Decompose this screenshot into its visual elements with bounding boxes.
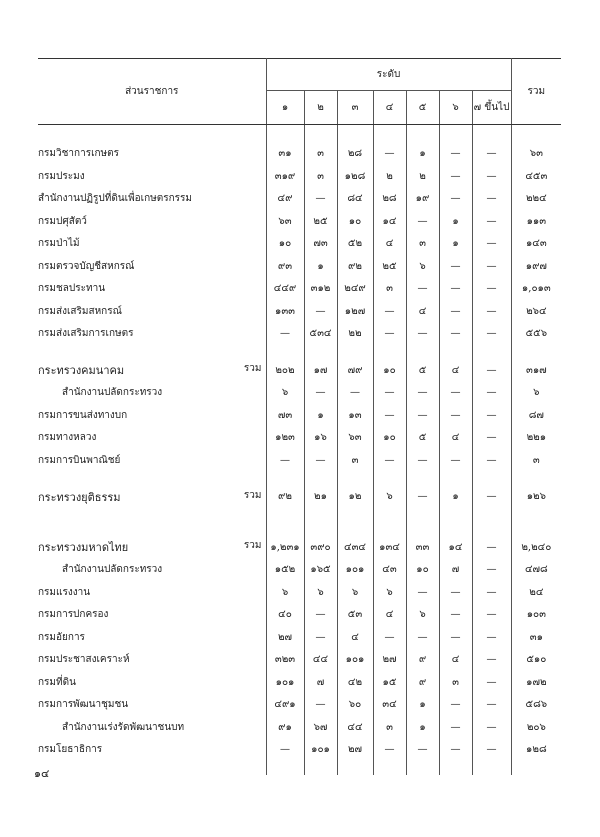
row-name-cell xyxy=(38,559,266,582)
table-row xyxy=(38,694,561,717)
row-total: ๑๗๒ xyxy=(511,671,561,694)
row-name: กระทรวงคมนาคม xyxy=(38,364,125,378)
row-total-tag: รวม xyxy=(243,489,262,501)
level-2-value: — xyxy=(304,188,337,211)
level-4-value: ๖ xyxy=(373,486,406,509)
level-6-value: ๑ xyxy=(439,233,472,256)
level-5-value: ๑๙ xyxy=(406,188,439,211)
level-4-value: ๑๓๔ xyxy=(373,536,406,559)
level-7-value: — xyxy=(472,255,511,278)
level-5-value: ๕ xyxy=(406,359,439,382)
table-row xyxy=(38,626,561,649)
row-name-cell xyxy=(38,188,266,211)
level-4-value: — xyxy=(373,404,406,427)
level-3-value: ๑๒๘ xyxy=(337,165,373,188)
level-6-value: ๗ xyxy=(439,559,472,582)
level-5-value: ๖ xyxy=(406,255,439,278)
level-3-value: ๖๐ xyxy=(337,694,373,717)
level-1-value: ๙๑ xyxy=(266,716,304,739)
row-total: ๕๘๖ xyxy=(511,694,561,717)
level-3-value: ๓ xyxy=(337,449,373,472)
row-name: กรมส่งเสริมสหกรณ์ xyxy=(38,305,122,317)
level-4-value: ๑๕ xyxy=(373,671,406,694)
level-5-value: ๕ xyxy=(406,427,439,450)
row-total: ๔๗๘ xyxy=(511,559,561,582)
level-2-value: — xyxy=(304,694,337,717)
row-total: ๑๔๓ xyxy=(511,233,561,256)
header-level-5: ๕ xyxy=(406,91,439,125)
row-name: กรมการปกครอง xyxy=(38,609,109,621)
level-2-value: — xyxy=(304,626,337,649)
level-5-value: ๑ xyxy=(406,694,439,717)
level-6-value: — xyxy=(439,323,472,346)
level-3-value: ๑๒ xyxy=(337,486,373,509)
level-2-value: — xyxy=(304,382,337,405)
row-name: กรมประชาสงเคราะห์ xyxy=(38,654,130,666)
row-name: กรมประมง xyxy=(38,170,85,182)
table-row xyxy=(38,581,561,604)
row-name-cell xyxy=(38,255,266,278)
level-3-value: ๖๓ xyxy=(337,427,373,450)
row-total: ๑๙๗ xyxy=(511,255,561,278)
spacer-row xyxy=(38,472,561,486)
table-row xyxy=(38,359,561,382)
row-name-cell xyxy=(38,427,266,450)
level-5-value: ๙ xyxy=(406,649,439,672)
level-2-value: ๓๙๐ xyxy=(304,536,337,559)
row-name-cell xyxy=(38,210,266,233)
row-total: ๒๖๔ xyxy=(511,300,561,323)
table-row xyxy=(38,382,561,405)
row-name-cell xyxy=(38,323,266,346)
row-total: ๑๐๓ xyxy=(511,604,561,627)
level-1-value: ๑๕๒ xyxy=(266,559,304,582)
level-4-value: ๒๘ xyxy=(373,188,406,211)
level-3-value: ๘๔ xyxy=(337,188,373,211)
level-7-value: — xyxy=(472,188,511,211)
level-3-value: — xyxy=(337,382,373,405)
row-total-tag: รวม xyxy=(243,540,262,552)
level-4-value: ๓๔ xyxy=(373,694,406,717)
row-name: กระทรวงมหาดไทย xyxy=(38,541,129,555)
header-level-7: ๗ ขึ้นไป xyxy=(472,91,511,125)
table-row xyxy=(38,671,561,694)
level-1-value: ๑๓๓ xyxy=(266,300,304,323)
level-7-value: — xyxy=(472,559,511,582)
level-1-value: ๙๒ xyxy=(266,486,304,509)
level-1-value: ๔๙๑ xyxy=(266,694,304,717)
level-6-value: — xyxy=(439,300,472,323)
level-4-value: ๑๔ xyxy=(373,210,406,233)
row-name: กรมการบินพาณิชย์ xyxy=(38,454,121,466)
level-3-value: ๗๙ xyxy=(337,359,373,382)
level-3-value: ๔๓๔ xyxy=(337,536,373,559)
row-name-cell xyxy=(38,626,266,649)
level-4-value: ๑๐ xyxy=(373,359,406,382)
level-6-value: — xyxy=(439,143,472,166)
level-3-value: ๒๔๙ xyxy=(337,278,373,301)
table-body xyxy=(38,125,561,776)
level-1-value: ๔๙ xyxy=(266,188,304,211)
row-total: ๒๒๑ xyxy=(511,427,561,450)
level-5-value: ๓๓ xyxy=(406,536,439,559)
level-1-value: ๓๑ xyxy=(266,143,304,166)
level-6-value: — xyxy=(439,165,472,188)
row-total: ๑๑๓ xyxy=(511,210,561,233)
level-1-value: ๖๓ xyxy=(266,210,304,233)
level-7-value: — xyxy=(472,581,511,604)
level-1-value: — xyxy=(266,449,304,472)
level-2-value: — xyxy=(304,449,337,472)
row-name-cell xyxy=(38,300,266,323)
row-name: กรมอัยการ xyxy=(38,631,85,643)
header-name: ส่วนราชการ xyxy=(38,59,266,125)
level-4-value: — xyxy=(373,449,406,472)
level-7-value: — xyxy=(472,210,511,233)
table-row xyxy=(38,486,561,509)
level-2-value: ๕๓๔ xyxy=(304,323,337,346)
level-6-value: ๔ xyxy=(439,649,472,672)
row-total: ๘๗ xyxy=(511,404,561,427)
row-name: กรมป่าไม้ xyxy=(38,238,80,250)
row-total: ๑,๐๑๓ xyxy=(511,278,561,301)
row-name: กรมการพัฒนาชุมชน xyxy=(38,699,129,711)
level-3-value: ๖ xyxy=(337,581,373,604)
level-5-value: — xyxy=(406,382,439,405)
level-6-value: ๓ xyxy=(439,671,472,694)
level-4-value: — xyxy=(373,382,406,405)
level-2-value: ๓ xyxy=(304,165,337,188)
level-6-value: — xyxy=(439,581,472,604)
row-name-cell xyxy=(38,449,266,472)
level-4-value: ๔ xyxy=(373,233,406,256)
row-name-cell xyxy=(38,165,266,188)
table-row xyxy=(38,165,561,188)
header-total: รวม xyxy=(511,59,561,125)
level-4-value: ๒๕ xyxy=(373,255,406,278)
row-name-cell xyxy=(38,649,266,672)
level-7-value: — xyxy=(472,404,511,427)
level-7-value: — xyxy=(472,449,511,472)
row-total: ๒๒๔ xyxy=(511,188,561,211)
row-name-cell xyxy=(38,382,266,405)
table-row xyxy=(38,255,561,278)
level-1-value: ๑๒๓ xyxy=(266,427,304,450)
level-4-value: ๓ xyxy=(373,716,406,739)
level-7-value: — xyxy=(472,233,511,256)
level-6-value: — xyxy=(439,449,472,472)
header-level-3: ๓ xyxy=(337,91,373,125)
level-1-value: ๗๓ xyxy=(266,404,304,427)
row-name: สำนักงานปลัดกระทรวง xyxy=(62,564,163,576)
level-2-value: — xyxy=(304,604,337,627)
level-2-value: ๑ xyxy=(304,255,337,278)
row-name: กรมโยธาธิการ xyxy=(38,744,103,756)
level-5-value: — xyxy=(406,581,439,604)
row-name-cell xyxy=(38,716,266,739)
row-name: กระทรวงยุติธรรม xyxy=(38,490,121,504)
row-total: ๑๒๘ xyxy=(511,739,561,762)
table-row xyxy=(38,559,561,582)
level-6-value: ๑ xyxy=(439,210,472,233)
level-6-value: — xyxy=(439,739,472,762)
level-7-value: — xyxy=(472,716,511,739)
level-6-value: — xyxy=(439,278,472,301)
level-6-value: ๑ xyxy=(439,486,472,509)
level-7-value: — xyxy=(472,382,511,405)
level-5-value: ๖ xyxy=(406,604,439,627)
level-5-value: — xyxy=(406,323,439,346)
row-name-cell xyxy=(38,739,266,762)
level-3-value: ๕๒ xyxy=(337,233,373,256)
level-7-value: — xyxy=(472,536,511,559)
level-2-value: ๓ xyxy=(304,143,337,166)
level-5-value: ๑ xyxy=(406,716,439,739)
header-levels: ระดับ xyxy=(266,59,511,91)
row-name-cell xyxy=(38,359,266,382)
row-total: ๒๔ xyxy=(511,581,561,604)
row-name: กรมตรวจบัญชีสหกรณ์ xyxy=(38,260,135,272)
level-4-value: — xyxy=(373,143,406,166)
level-3-value: ๕๓ xyxy=(337,604,373,627)
row-name: กรมการขนส่งทางบก xyxy=(38,409,128,421)
level-7-value: — xyxy=(472,694,511,717)
table-row xyxy=(38,716,561,739)
spacer-row xyxy=(38,522,561,536)
level-5-value: — xyxy=(406,626,439,649)
level-7-value: — xyxy=(472,359,511,382)
table-row xyxy=(38,649,561,672)
level-3-value: ๒๘ xyxy=(337,143,373,166)
level-4-value: ๒๗ xyxy=(373,649,406,672)
level-5-value: ๑ xyxy=(406,143,439,166)
spacer-row xyxy=(38,761,561,775)
level-7-value: — xyxy=(472,165,511,188)
level-4-value: — xyxy=(373,626,406,649)
level-7-value: — xyxy=(472,427,511,450)
level-1-value: ๑๐๑ xyxy=(266,671,304,694)
row-name-cell xyxy=(38,278,266,301)
row-name-cell xyxy=(38,143,266,166)
level-5-value: ๔ xyxy=(406,300,439,323)
row-total: ๕๕๖ xyxy=(511,323,561,346)
level-5-value: — xyxy=(406,278,439,301)
level-3-value: ๙๒ xyxy=(337,255,373,278)
level-2-value: ๑๐๑ xyxy=(304,739,337,762)
level-4-value: — xyxy=(373,300,406,323)
level-1-value: ๒๐๒ xyxy=(266,359,304,382)
level-6-value: — xyxy=(439,382,472,405)
page-number: ๑๔ xyxy=(34,767,50,780)
row-total: ๕๑๐ xyxy=(511,649,561,672)
level-2-value: ๑ xyxy=(304,404,337,427)
level-1-value: ๖ xyxy=(266,581,304,604)
row-total: ๒๐๖ xyxy=(511,716,561,739)
header-level-2: ๒ xyxy=(304,91,337,125)
level-5-value: — xyxy=(406,449,439,472)
row-name: สำนักงานเร่งรัดพัฒนาชนบท xyxy=(62,721,185,733)
spacer-row xyxy=(38,508,561,522)
row-name: กรมวิชาการเกษตร xyxy=(38,148,120,160)
row-name-cell xyxy=(38,694,266,717)
level-2-value: ๒๕ xyxy=(304,210,337,233)
level-7-value: — xyxy=(472,278,511,301)
spacer-row xyxy=(38,345,561,359)
level-1-value: ๑๐ xyxy=(266,233,304,256)
level-4-value: ๒ xyxy=(373,165,406,188)
row-name: กรมแรงงาน xyxy=(38,586,91,598)
level-5-value: ๙ xyxy=(406,671,439,694)
row-name-cell xyxy=(38,486,266,509)
row-name: กรมส่งเสริมการเกษตร xyxy=(38,328,134,340)
spacer-row xyxy=(38,125,561,143)
row-name: กรมชลประทาน xyxy=(38,283,106,295)
row-name-cell xyxy=(38,604,266,627)
table-row xyxy=(38,300,561,323)
level-2-value: ๑๗ xyxy=(304,359,337,382)
level-7-value: — xyxy=(472,604,511,627)
row-total: ๓๑๗ xyxy=(511,359,561,382)
level-7-value: — xyxy=(472,739,511,762)
row-name: สำนักงานปฏิรูปที่ดินเพื่อเกษตรกรรม xyxy=(38,193,192,205)
table-row xyxy=(38,323,561,346)
table-row xyxy=(38,278,561,301)
row-name-cell xyxy=(38,404,266,427)
level-1-value: ๓๑๙ xyxy=(266,165,304,188)
level-2-value: ๗ xyxy=(304,671,337,694)
level-6-value: ๑๔ xyxy=(439,536,472,559)
table-row xyxy=(38,449,561,472)
level-3-value: ๔๒ xyxy=(337,671,373,694)
level-3-value: ๑๐ xyxy=(337,210,373,233)
level-6-value: — xyxy=(439,604,472,627)
table-row xyxy=(38,604,561,627)
level-4-value: — xyxy=(373,323,406,346)
table-row xyxy=(38,143,561,166)
level-2-value: ๒๑ xyxy=(304,486,337,509)
row-name-cell xyxy=(38,671,266,694)
level-7-value: — xyxy=(472,323,511,346)
level-4-value: ๔ xyxy=(373,604,406,627)
row-total: ๑๒๖ xyxy=(511,486,561,509)
table-row xyxy=(38,536,561,559)
row-total: ๔๕๓ xyxy=(511,165,561,188)
row-name: กรมทางหลวง xyxy=(38,432,97,444)
row-total: ๖ xyxy=(511,382,561,405)
level-1-value: — xyxy=(266,323,304,346)
level-1-value: ๓๒๓ xyxy=(266,649,304,672)
row-name: สำนักงานปลัดกระทรวง xyxy=(62,387,163,399)
row-total: ๒,๒๔๐ xyxy=(511,536,561,559)
table-row xyxy=(38,404,561,427)
level-2-value: ๖๗ xyxy=(304,716,337,739)
level-4-value: ๔๓ xyxy=(373,559,406,582)
level-3-value: ๑๐๑ xyxy=(337,559,373,582)
row-name: กรมที่ดิน xyxy=(38,676,76,688)
level-5-value: — xyxy=(406,739,439,762)
table-row xyxy=(38,233,561,256)
level-6-value: — xyxy=(439,404,472,427)
level-2-value: ๑๖๕ xyxy=(304,559,337,582)
level-2-value: ๖ xyxy=(304,581,337,604)
level-7-value: — xyxy=(472,626,511,649)
level-1-value: ๑,๒๓๑ xyxy=(266,536,304,559)
level-7-value: — xyxy=(472,143,511,166)
level-1-value: ๙๓ xyxy=(266,255,304,278)
level-3-value: ๒๗ xyxy=(337,739,373,762)
level-6-value: — xyxy=(439,716,472,739)
row-name-cell xyxy=(38,233,266,256)
level-6-value: — xyxy=(439,694,472,717)
level-5-value: — xyxy=(406,486,439,509)
row-name: กรมปศุสัตว์ xyxy=(38,215,87,227)
level-5-value: — xyxy=(406,210,439,233)
level-1-value: ๖ xyxy=(266,382,304,405)
level-5-value: ๒ xyxy=(406,165,439,188)
row-name-cell xyxy=(38,581,266,604)
level-3-value: ๑๓ xyxy=(337,404,373,427)
level-2-value: ๑๖ xyxy=(304,427,337,450)
level-2-value: ๗๓ xyxy=(304,233,337,256)
level-3-value: ๔ xyxy=(337,626,373,649)
level-6-value: — xyxy=(439,188,472,211)
header-level-4: ๔ xyxy=(373,91,406,125)
level-5-value: — xyxy=(406,404,439,427)
table-row xyxy=(38,188,561,211)
level-1-value: ๔๐ xyxy=(266,604,304,627)
table-row xyxy=(38,210,561,233)
level-7-value: — xyxy=(472,486,511,509)
level-2-value: ๓๑๒ xyxy=(304,278,337,301)
header-level-6: ๖ xyxy=(439,91,472,125)
level-1-value: — xyxy=(266,739,304,762)
level-4-value: ๓ xyxy=(373,278,406,301)
level-5-value: ๑๐ xyxy=(406,559,439,582)
row-total: ๓ xyxy=(511,449,561,472)
row-total: ๖๓ xyxy=(511,143,561,166)
table-row xyxy=(38,427,561,450)
table-row xyxy=(38,739,561,762)
level-1-value: ๔๔๙ xyxy=(266,278,304,301)
level-2-value: — xyxy=(304,300,337,323)
row-total-tag: รวม xyxy=(243,363,262,375)
staff-table xyxy=(38,58,561,775)
level-7-value: — xyxy=(472,671,511,694)
level-2-value: ๔๔ xyxy=(304,649,337,672)
level-3-value: ๒๒ xyxy=(337,323,373,346)
row-name-cell xyxy=(38,536,266,559)
level-3-value: ๑๐๑ xyxy=(337,649,373,672)
level-4-value: ๖ xyxy=(373,581,406,604)
level-7-value: — xyxy=(472,649,511,672)
level-5-value: ๓ xyxy=(406,233,439,256)
level-6-value: ๔ xyxy=(439,427,472,450)
level-7-value: — xyxy=(472,300,511,323)
level-6-value: — xyxy=(439,255,472,278)
level-4-value: — xyxy=(373,739,406,762)
level-3-value: ๔๔ xyxy=(337,716,373,739)
level-1-value: ๒๗ xyxy=(266,626,304,649)
row-total: ๓๑ xyxy=(511,626,561,649)
header-level-1: ๑ xyxy=(266,91,304,125)
level-6-value: ๔ xyxy=(439,359,472,382)
level-4-value: ๑๐ xyxy=(373,427,406,450)
level-6-value: — xyxy=(439,626,472,649)
level-3-value: ๑๒๗ xyxy=(337,300,373,323)
